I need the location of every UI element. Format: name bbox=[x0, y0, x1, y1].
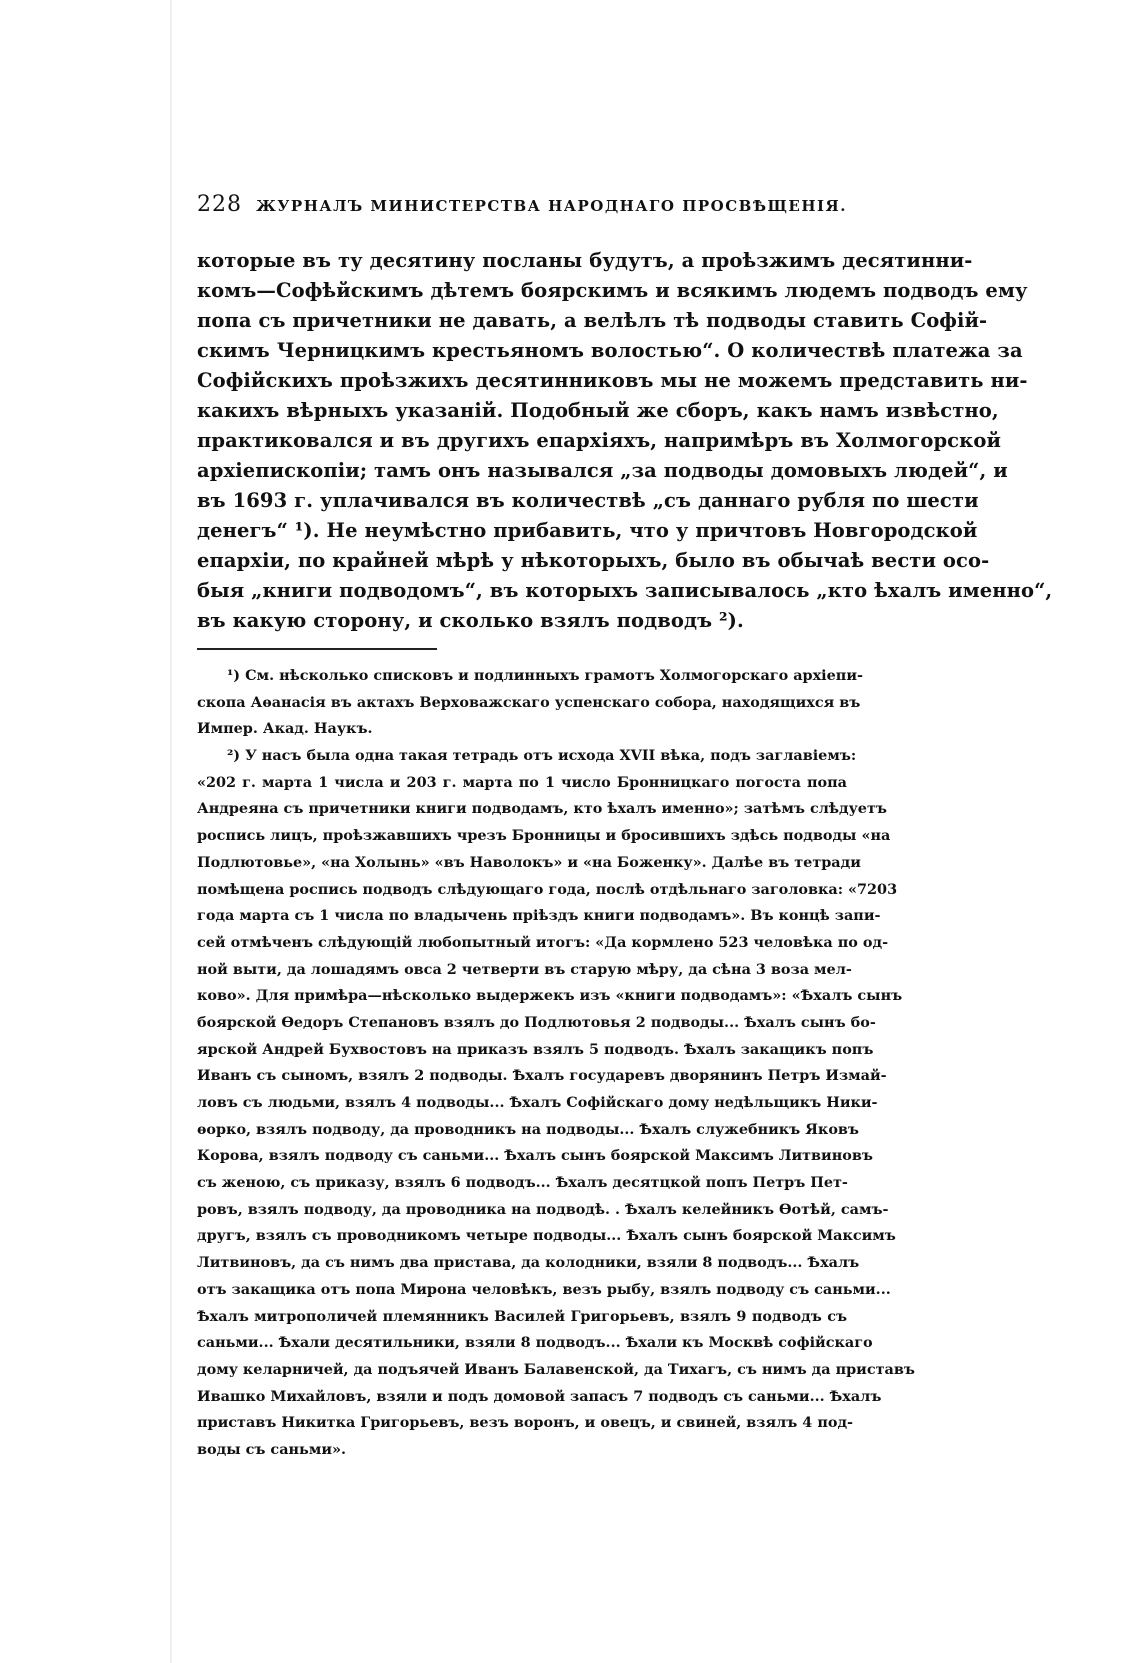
footnote-line: Литвиновъ, да съ нимъ два пристава, да колодники, взяли 8 подводъ... Ѣхалъ bbox=[197, 1254, 860, 1272]
footnote-line: Ивашко Михайловъ, взяли и подъ домовой запасъ 7 подводъ съ саньми... Ѣхалъ bbox=[197, 1387, 882, 1405]
footnote-line: ²) У насъ была одна такая тетрадь отъ исхода XVII вѣка, подъ заглавіемъ: bbox=[227, 747, 857, 765]
footnotes bbox=[197, 663, 915, 1464]
text-line: которые въ ту десятину посланы будутъ, а проѣзжимъ десятинни- bbox=[197, 249, 973, 272]
footnote-line: ровъ, взялъ подводу, да проводника на подводѣ. . Ѣхалъ келейникъ Ѳотѣй, самъ- bbox=[197, 1200, 889, 1218]
footnote-line: боярской Ѳедоръ Степановъ взялъ до Подлютовья 2 подводы... Ѣхалъ сынъ бо- bbox=[197, 1013, 876, 1031]
scan-edge bbox=[170, 0, 172, 1663]
footnote-line: Ѣхалъ митрополичей племянникъ Василей Григорьевъ, взялъ 9 подводъ съ bbox=[197, 1307, 847, 1325]
footnote-line: помѣщена роспись подводъ слѣдующаго года, послѣ отдѣльнаго заголовка: «7203 bbox=[197, 880, 898, 898]
footnote-line: ярской Андрей Бухвостовъ на приказъ взялъ 5 подводъ. Ѣхалъ закащикъ попъ bbox=[197, 1040, 874, 1058]
text-line: Софійскихъ проѣзжихъ десятинниковъ мы не можемъ представить ни- bbox=[197, 369, 1028, 392]
footnote-line: года марта съ 1 числа по владычень пріѣздъ книги подводамъ». Въ концѣ запи- bbox=[197, 907, 881, 925]
text-line: денегъ“ ¹). Не неумѣстно прибавить, что у причтовъ Новгородской bbox=[197, 519, 978, 542]
footnote-line: приставъ Никитка Григорьевъ, везъ воронъ, и овецъ, и свиней, взялъ 4 под- bbox=[197, 1414, 854, 1432]
text-line: епархіи, по крайней мѣрѣ у нѣкоторыхъ, было въ обычаѣ вести осо- bbox=[197, 549, 990, 572]
text-line: какихъ вѣрныхъ указаній. Подобный же сборъ, какъ намъ извѣстно, bbox=[197, 399, 999, 422]
running-head bbox=[197, 192, 847, 224]
text-line: архіепископіи; тамъ онъ назывался „за подводы домовыхъ людей“, и bbox=[197, 459, 1008, 482]
footnote-line: сей отмѣченъ слѣдующій любопытный итогъ: «Да кормлено 523 человѣка по од- bbox=[197, 933, 889, 951]
footnote-line: ково». Для примѣра—нѣсколько выдержекъ изъ «книги подводамъ»: «Ѣхалъ сынъ bbox=[197, 987, 903, 1005]
footnote-line: Корова, взялъ подводу съ саньми... Ѣхалъ сынъ боярской Максимъ Литвиновъ bbox=[197, 1147, 873, 1165]
footnote-line: другъ, взялъ съ проводникомъ четыре подводы... Ѣхалъ сынъ боярской Максимъ bbox=[197, 1227, 896, 1245]
footnote-line: съ женою, съ приказу, взялъ 6 подводъ... Ѣхалъ десятцкой попъ Петръ Пет- bbox=[197, 1174, 848, 1192]
text-line: попа съ причетники не давать, а велѣлъ тѣ подводы ставить Софій- bbox=[197, 309, 988, 332]
footnote-line: скопа Аѳанасія въ актахъ Верховажскаго успенскаго собора, находящихся въ bbox=[197, 693, 861, 711]
footnote-line: воды съ саньми». bbox=[197, 1440, 347, 1458]
text-line: быя „книги подводомъ“, въ которыхъ записывалось „кто ѣхалъ именно“, bbox=[197, 579, 1053, 602]
journal-title: ЖУРНАЛЪ МИНИСТЕРСТВА НАРОДНАГО ПРОСВѢЩЕНІЯ. bbox=[256, 197, 847, 215]
footnote-line: саньми... Ѣхали десятильники, взяли 8 подводъ... Ѣхали къ Москвѣ софійскаго bbox=[197, 1334, 873, 1352]
text-line: практиковался и въ другихъ епархіяхъ, напримѣръ въ Холмогорской bbox=[197, 429, 1002, 452]
footnote-line: Импер. Акад. Наукъ. bbox=[197, 720, 373, 738]
footnote-line: ¹) См. нѣсколько списковъ и подлинныхъ грамотъ Холмогорскаго архіепи- bbox=[227, 667, 863, 684]
footnote-line: ловъ съ людьми, взялъ 4 подводы... Ѣхалъ Софійскаго дому недѣльщикъ Ники- bbox=[197, 1094, 878, 1111]
footnote-line: Подлютовье», «на Холынь» «въ Наволокъ» и «на Боженку». Далѣе въ тетради bbox=[197, 853, 861, 871]
footnote-line: дому келарничей, да подъячей Иванъ Балавенской, да Тихагъ, съ нимъ да приставъ bbox=[197, 1360, 915, 1378]
text-line: скимъ Черницкимъ крестьяномъ волостью“. О количествѣ платежа за bbox=[197, 339, 1023, 362]
footnote-line: ѳорко, взялъ подводу, да проводникъ на подводы... Ѣхалъ служебникъ Яковъ bbox=[197, 1120, 859, 1138]
page-number: 228 bbox=[197, 192, 242, 217]
text-line: въ 1693 г. уплачивался въ количествѣ „съ даннаго рубля по шести bbox=[197, 489, 979, 512]
footnote-line: ной выти, да лошадямъ овса 2 четверти въ старую мѣру, да сѣна 3 воза мел- bbox=[197, 960, 852, 978]
footnote-line: «202 г. марта 1 числа и 203 г. марта по 1 число Бронницкаго погоста попа bbox=[197, 773, 847, 791]
footnote-line: роспись лицъ, проѣзжавшихъ чрезъ Бронницы и бросившихъ здѣсь подводы «на bbox=[197, 827, 891, 845]
footnote-line: Иванъ съ сыномъ, взялъ 2 подводы. Ѣхалъ государевъ дворянинъ Петръ Измай- bbox=[197, 1067, 887, 1085]
footnote-separator bbox=[197, 648, 437, 650]
footnote-line: отъ закащика отъ попа Мирона человѣкъ, везъ рыбу, взялъ подводу съ саньми... bbox=[197, 1280, 891, 1298]
footnote-line: Андреяна съ причетники книги подводамъ, кто ѣхалъ именно»; затѣмъ слѣдуетъ bbox=[197, 800, 887, 818]
main-text bbox=[197, 246, 1053, 636]
text-line: комъ—Софѣйскимъ дѣтемъ боярскимъ и всякимъ людемъ подводъ ему bbox=[197, 279, 1028, 302]
text-line: въ какую сторону, и сколько взялъ подводъ ²). bbox=[197, 609, 744, 632]
